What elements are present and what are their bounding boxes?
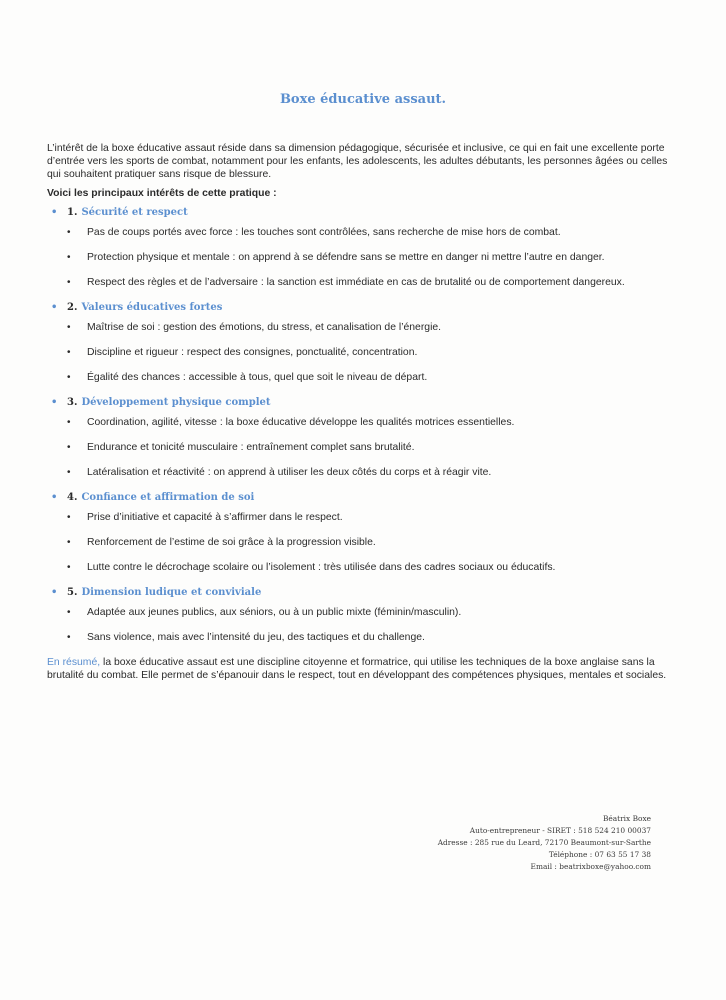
bullet-icon: • <box>67 512 71 523</box>
signature-phone: Téléphone : 07 63 55 17 38 <box>548 850 651 859</box>
list-item <box>47 536 682 549</box>
bullet-icon: • <box>67 227 71 238</box>
list-item <box>47 371 682 384</box>
bullet-icon: • <box>67 562 71 573</box>
section-number: 1. <box>67 207 78 218</box>
bullet-icon: • <box>67 347 71 358</box>
bullet-icon: • <box>67 467 71 478</box>
section-items <box>47 321 682 384</box>
section-items <box>47 606 682 644</box>
page-title: Boxe éducative assaut. <box>279 92 447 107</box>
signature-siret: Auto-entrepreneur - SIRET : 518 524 210 00037 <box>469 826 651 835</box>
section-number: 5. <box>67 587 78 598</box>
section-items <box>47 226 682 289</box>
list-item-text: Lutte contre le décrochage scolaire ou l’isolement : très utilisée dans des cadres sociaux ou éducatifs. <box>87 562 556 573</box>
bullet-icon: • <box>67 252 71 263</box>
list-item <box>47 346 682 359</box>
list-item <box>47 511 682 524</box>
section-heading <box>47 586 682 599</box>
list-item-text: Prise d’initiative et capacité à s’affirmer dans le respect. <box>87 512 343 523</box>
section-bullet-icon: • <box>51 397 58 408</box>
section-heading <box>47 396 682 409</box>
summary-text: la boxe éducative assaut est une discipline citoyenne et formatrice, qui utilise les techniques de la boxe anglaise sans la brutalité du combat. Elle permet de s’épanouir dans le respect, tout en développant des compétences physiques, mentales et sociales. <box>47 657 667 681</box>
list-item-text: Égalité des chances : accessible à tous, quel que soit le niveau de départ. <box>87 372 428 383</box>
section-heading <box>47 206 682 219</box>
summary-paragraph <box>47 656 682 682</box>
list-item <box>47 251 682 264</box>
list-item-text: Endurance et tonicité musculaire : entraînement complet sans brutalité. <box>87 442 415 453</box>
section-items <box>47 511 682 574</box>
signature-email: Email : beatrixboxe@yahoo.com <box>530 862 651 871</box>
bullet-icon: • <box>67 417 71 428</box>
signature-name: Béatrix Boxe <box>602 814 651 823</box>
list-item-text: Sans violence, mais avec l’intensité du jeu, des tactiques et du challenge. <box>87 632 425 643</box>
section-heading <box>47 301 682 314</box>
bullet-icon: • <box>67 372 71 383</box>
list-item-text: Respect des règles et de l’adversaire : la sanction est immédiate en cas de brutalité ou de comportement dangereux. <box>87 277 625 288</box>
section-number: 3. <box>67 397 78 408</box>
section-bullet-icon: • <box>51 587 58 598</box>
signature-address: Adresse : 285 rue du Leard, 72170 Beaumont-sur-Sarthe <box>437 838 651 847</box>
section-label: Confiance et affirmation de soi <box>81 492 255 503</box>
section-label: Dimension ludique et conviviale <box>81 587 262 598</box>
document-body <box>47 142 682 682</box>
section-bullet-icon: • <box>51 492 58 503</box>
intro-paragraph: L’intérêt de la boxe éducative assaut réside dans sa dimension pédagogique, sécurisée et inclusive, ce qui en fait une excellente porte d’entrée vers les sports de combat, notamment pour les enfants, les adolescents, les adultes débutants, les personnes âgées ou celles qui souhaitent pratiquer sans risque de blessure. <box>47 143 668 180</box>
list-item <box>47 321 682 334</box>
list-item-text: Pas de coups portés avec force : les touches sont contrôlées, sans recherche de mise hors de combat. <box>87 227 561 238</box>
list-item <box>47 441 682 454</box>
list-item-text: Latéralisation et réactivité : on apprend à utiliser les deux côtés du corps et à réagir vite. <box>87 467 492 478</box>
list-item <box>47 606 682 619</box>
bullet-icon: • <box>67 632 71 643</box>
bullet-icon: • <box>67 537 71 548</box>
section-items <box>47 416 682 479</box>
list-item <box>47 561 682 574</box>
list-item <box>47 416 682 429</box>
bullet-icon: • <box>67 607 71 618</box>
summary-key: En résumé, <box>47 657 101 668</box>
section-label: Valeurs éducatives fortes <box>81 302 223 313</box>
lead-sentence: Voici les principaux intérêts de cette pratique : <box>47 188 277 199</box>
section-bullet-icon: • <box>51 302 58 313</box>
list-item-text: Protection physique et mentale : on apprend à se défendre sans se mettre en danger ni mettre l’autre en danger. <box>87 252 605 263</box>
bullet-icon: • <box>67 322 71 333</box>
section-number: 4. <box>67 492 78 503</box>
list-item <box>47 226 682 239</box>
bullet-icon: • <box>67 442 71 453</box>
list-item-text: Adaptée aux jeunes publics, aux séniors, ou à un public mixte (féminin/masculin). <box>87 607 462 618</box>
sections-list <box>47 206 682 644</box>
section-heading <box>47 491 682 504</box>
list-item <box>47 466 682 479</box>
section-bullet-icon: • <box>51 207 58 218</box>
list-item <box>47 276 682 289</box>
list-item-text: Renforcement de l’estime de soi grâce à la progression visible. <box>87 537 376 548</box>
signature-block <box>438 813 651 873</box>
list-item-text: Discipline et rigueur : respect des consignes, ponctualité, concentration. <box>87 347 418 358</box>
list-item <box>47 631 682 644</box>
list-item-text: Coordination, agilité, vitesse : la boxe éducative développe les qualités motrices essentielles. <box>87 417 515 428</box>
list-item-text: Maîtrise de soi : gestion des émotions, du stress, et canalisation de l’énergie. <box>87 322 442 333</box>
section-number: 2. <box>67 302 78 313</box>
section-label: Sécurité et respect <box>81 207 188 218</box>
section-label: Développement physique complet <box>81 397 271 408</box>
bullet-icon: • <box>67 277 71 288</box>
